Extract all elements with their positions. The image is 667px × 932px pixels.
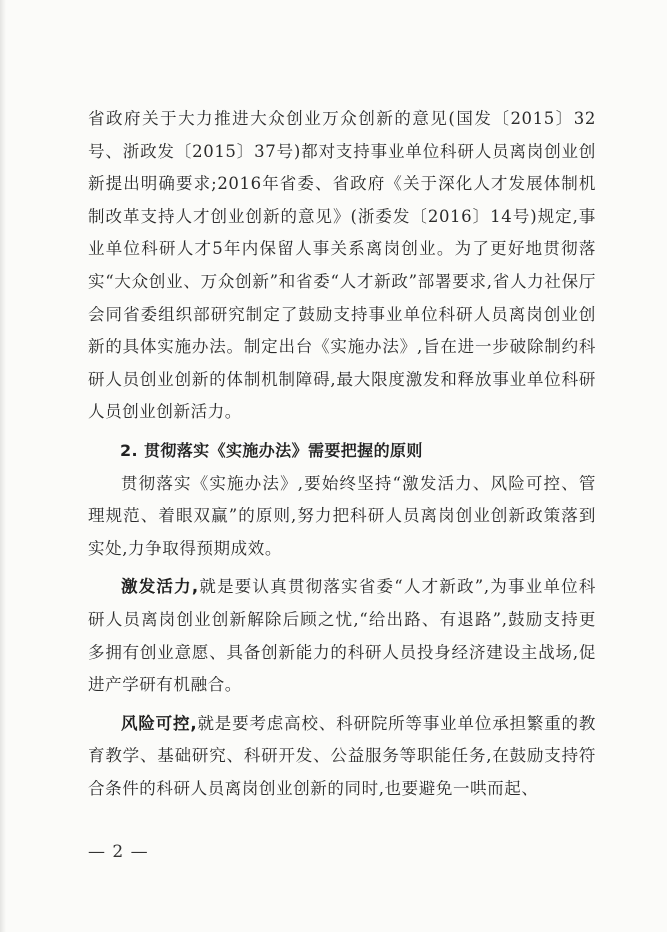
paragraph-stimulate-vitality-text: 就是要认真贯彻落实省委“人才新政”,为事业单位科研人员离岗创业创新解除后顾之忧,“给出路、有退路”,鼓励支持更多拥有创业意愿、具备创新能力的科研人员投身经济建设主战场,促进产学研有机融合。	[88, 577, 596, 695]
page-number: — 2 —	[88, 842, 149, 862]
paragraph-principles-intro: 贯彻落实《实施办法》,要始终坚持“激发活力、风险可控、管理规范、着眼双赢”的原则,努力把科研人员离岗创业创新政策落到实处,力争取得预期成效。	[88, 473, 596, 558]
paragraph-risk-control-text: 就是要考虑高校、科研院所等事业单位承担繁重的教育教学、基础研究、科研开发、公益服务等职能任务,在鼓励支持符合条件的科研人员离岗创业创新的同时,也要避免一哄而起、	[88, 713, 596, 798]
section-heading-principles: 2. 贯彻落实《实施办法》需要把握的原则	[120, 440, 423, 460]
paragraph-stimulate-vitality	[88, 571, 596, 701]
paragraph-risk-control	[88, 708, 596, 806]
paragraph-policy-background: 省政府关于大力推进大众创业万众创新的意见(国发〔2015〕32号、浙政发〔2015〕37号)都对支持事业单位科研人员离岗创业创新提出明确要求;2016年省委、省政府《关于深化人才发展体制机制改革支持人才创业创新的意见》(浙委发〔2016〕14号)规定,事业单位科研人才5年内保留人事关系离岗创业。为了更好地贯彻落实“大众创业、万众创新”和省委“人才新政”部署要求,省人力社保厅会同省委组织部研究制定了鼓励支持事业单位科研人员离岗创业创新的具体实施办法。制定出台《实施办法》,旨在进一步破除制约科研人员创业创新的体制机制障碍,最大限度激发和释放事业单位科研人员创业创新活力。	[88, 109, 596, 422]
document-body	[88, 103, 596, 805]
scan-edge-shadow	[0, 0, 6, 932]
term-stimulate-vitality: 激发活力,	[121, 577, 199, 597]
term-risk-control: 风险可控,	[121, 713, 198, 733]
